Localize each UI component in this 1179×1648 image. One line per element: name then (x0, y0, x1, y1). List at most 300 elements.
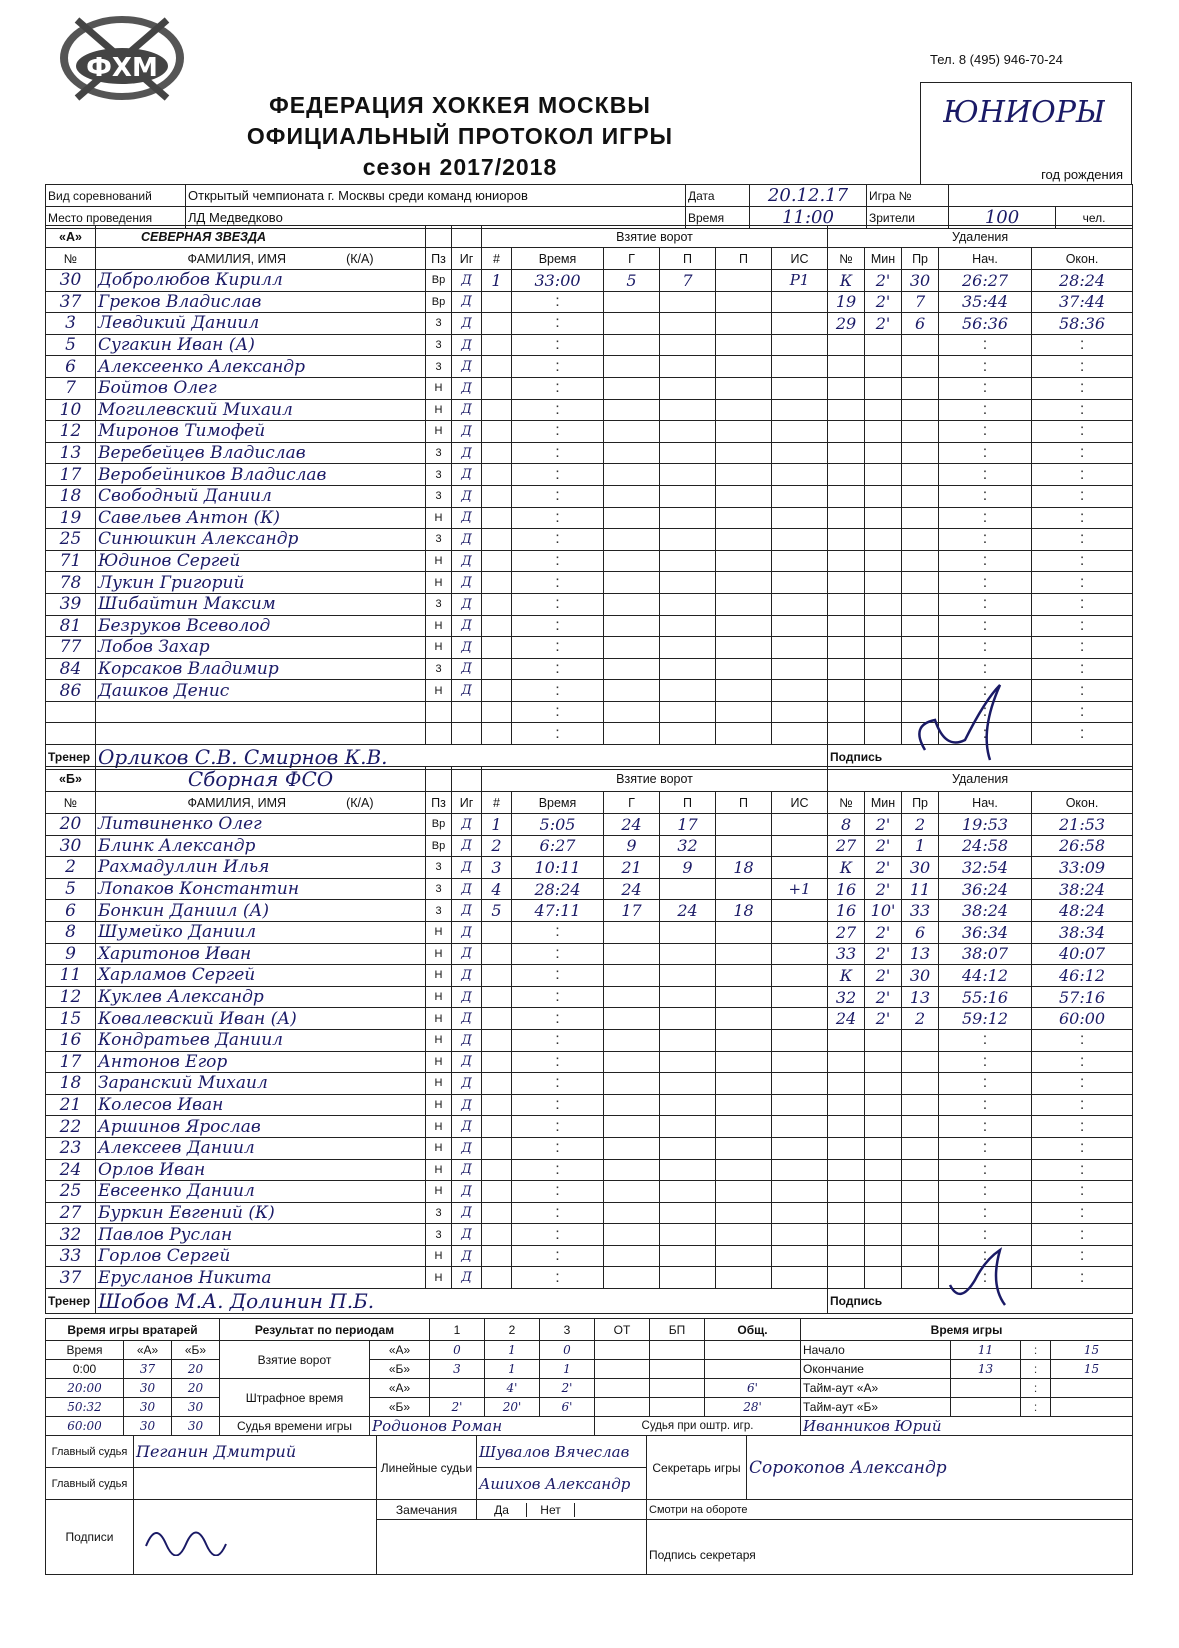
goal-time: : (512, 615, 604, 637)
goal-number: 3 (482, 857, 512, 879)
player-row (46, 986, 1133, 1008)
player-position (426, 701, 452, 723)
goal-time: : (512, 572, 604, 594)
penalty-player (828, 1159, 865, 1181)
player-played: Д (452, 637, 482, 659)
goal-assist1 (660, 291, 716, 313)
player-name: Веребейцев Владислав (96, 442, 426, 464)
goal-scorer: 9 (604, 835, 660, 857)
player-position: 3 (426, 1224, 452, 1246)
player-position: Н (426, 680, 452, 702)
player-name: Миронов Тимофей (96, 421, 426, 443)
penalty-minutes (865, 723, 902, 745)
penalty-reason (902, 1137, 939, 1159)
player-name: Безруков Всеволод (96, 615, 426, 637)
player-number: 2 (46, 857, 96, 879)
svg-text:ФХМ: ФХМ (86, 53, 158, 83)
category-box: ЮНИОРЫ год рождения (920, 82, 1132, 184)
penalty-player (828, 550, 865, 572)
player-row (46, 550, 1133, 572)
player-number: 37 (46, 1267, 96, 1289)
goal-time: : (512, 464, 604, 486)
goal-time: : (512, 485, 604, 507)
player-row (46, 1008, 1133, 1030)
player-row (46, 900, 1133, 922)
goal-situation (772, 835, 828, 857)
goal-assist1 (660, 878, 716, 900)
goal-time: : (512, 943, 604, 965)
goal-assist2 (716, 723, 772, 745)
player-name: Харламов Сергей (96, 965, 426, 987)
goal-number (482, 313, 512, 335)
player-name: Дашков Денис (96, 680, 426, 702)
goal-assist1 (660, 658, 716, 680)
referee-signature (134, 1500, 377, 1575)
player-row (46, 637, 1133, 659)
penalty-end: : (1032, 1051, 1133, 1073)
goal-situation (772, 421, 828, 443)
goal-number (482, 1202, 512, 1224)
penalty-minutes (865, 1202, 902, 1224)
penalty-player (828, 1051, 865, 1073)
player-name: Синюшкин Александр (96, 529, 426, 551)
goal-number (482, 615, 512, 637)
goal-number (482, 921, 512, 943)
goal-assist1 (660, 1051, 716, 1073)
period-results-table: Время игры вратарей Результат по периодам 1 2 3 ОТ БП Общ. Время «А» «Б» Взятие ворот «А» 0 1 0 0:00 37 20 «Б» 3 1 1 20:00 30 20 Штрафное время «А» 4' 2' 6' 50:32 30 30 «Б» 2' 20' 6' 28' 60:00 30 30 Судья времени игры Родионов Роман Судья при оштр. игр. (45, 1318, 801, 1436)
player-number: 10 (46, 399, 96, 421)
penalty-reason: 6 (902, 313, 939, 335)
player-played: Д (452, 921, 482, 943)
goal-scorer (604, 986, 660, 1008)
goal-assist1 (660, 943, 716, 965)
goal-time: : (512, 723, 604, 745)
goal-assist1 (660, 356, 716, 378)
goal-situation (772, 900, 828, 922)
goal-number (482, 637, 512, 659)
goal-scorer (604, 615, 660, 637)
player-name: Левдикий Даниил (96, 313, 426, 335)
penalty-player (828, 442, 865, 464)
player-name: Орлов Иван (96, 1159, 426, 1181)
penalty-end: : (1032, 1181, 1133, 1203)
penalty-start: : (939, 1202, 1032, 1224)
category-value: ЮНИОРЫ (943, 95, 1106, 130)
goal-scorer (604, 1137, 660, 1159)
goal-scorer (604, 921, 660, 943)
player-row (46, 615, 1133, 637)
goal-assist1 (660, 464, 716, 486)
goal-number (482, 1137, 512, 1159)
goal-assist2 (716, 835, 772, 857)
penalty-end: 38:24 (1032, 878, 1133, 900)
goal-time: : (512, 1245, 604, 1267)
goal-assist2 (716, 1008, 772, 1030)
player-name: Шумейко Даниил (96, 921, 426, 943)
penalty-reason (902, 658, 939, 680)
penalty-end: 58:36 (1032, 313, 1133, 335)
goal-time: : (512, 550, 604, 572)
goal-number (482, 485, 512, 507)
penalty-start: : (939, 1051, 1032, 1073)
player-position: Н (426, 1094, 452, 1116)
player-played: Д (452, 464, 482, 486)
player-played: Д (452, 377, 482, 399)
penalty-player (828, 1137, 865, 1159)
player-row (46, 943, 1133, 965)
team-a-name: СЕВЕРНАЯ ЗВЕЗДА (96, 226, 426, 248)
penalty-player (828, 1224, 865, 1246)
penalty-reason: 13 (902, 943, 939, 965)
player-played: Д (452, 485, 482, 507)
player-position: Н (426, 637, 452, 659)
player-position: Н (426, 1073, 452, 1095)
penalty-minutes (865, 1224, 902, 1246)
penalty-reason (902, 529, 939, 551)
player-position: Н (426, 399, 452, 421)
player-name: Лукин Григорий (96, 572, 426, 594)
goal-assist1: 9 (660, 857, 716, 879)
goal-number (482, 1245, 512, 1267)
goal-scorer (604, 442, 660, 464)
penalty-start: : (939, 637, 1032, 659)
goal-time: : (512, 377, 604, 399)
penalty-end: : (1032, 1029, 1133, 1051)
penalty-start: : (939, 1094, 1032, 1116)
player-played: Д (452, 1008, 482, 1030)
penalty-end: : (1032, 550, 1133, 572)
goal-scorer (604, 1245, 660, 1267)
player-position: 3 (426, 658, 452, 680)
player-row (46, 334, 1133, 356)
penalty-player (828, 1029, 865, 1051)
player-number: 5 (46, 878, 96, 900)
goal-assist2 (716, 680, 772, 702)
penalty-player (828, 334, 865, 356)
penalty-reason: 30 (902, 857, 939, 879)
penalty-start: : (939, 1267, 1032, 1289)
penalty-reason (902, 1159, 939, 1181)
penalty-start: 55:16 (939, 986, 1032, 1008)
penalty-player: 32 (828, 986, 865, 1008)
goal-time: : (512, 313, 604, 335)
player-number: 3 (46, 313, 96, 335)
goal-scorer: 17 (604, 900, 660, 922)
penalty-player (828, 637, 865, 659)
player-number: 11 (46, 965, 96, 987)
team-a-signature (905, 680, 1025, 770)
goal-situation (772, 399, 828, 421)
penalty-start: 44:12 (939, 965, 1032, 987)
player-position: Н (426, 377, 452, 399)
player-number: 27 (46, 1202, 96, 1224)
penalty-end: : (1032, 334, 1133, 356)
goal-assist1: 17 (660, 814, 716, 836)
penalty-end: 60:00 (1032, 1008, 1133, 1030)
goal-assist1 (660, 1116, 716, 1138)
goal-situation (772, 507, 828, 529)
player-played: Д (452, 1224, 482, 1246)
goal-scorer: 24 (604, 878, 660, 900)
penalty-end: : (1032, 464, 1133, 486)
goal-number (482, 658, 512, 680)
player-name: Бойтов Олег (96, 377, 426, 399)
goal-scorer: 5 (604, 270, 660, 292)
penalty-minutes (865, 1094, 902, 1116)
goal-situation: +1 (772, 878, 828, 900)
penalty-start: 36:34 (939, 921, 1032, 943)
player-played: Д (452, 421, 482, 443)
player-played: Д (452, 270, 482, 292)
player-number: 17 (46, 464, 96, 486)
penalty-minutes (865, 1267, 902, 1289)
player-position: Н (426, 550, 452, 572)
penalty-reason (902, 1202, 939, 1224)
player-row (46, 658, 1133, 680)
penalty-reason: 6 (902, 921, 939, 943)
player-position: Н (426, 1008, 452, 1030)
player-row (46, 965, 1133, 987)
goal-situation (772, 1267, 828, 1289)
penalty-reason: 30 (902, 270, 939, 292)
goal-scorer (604, 421, 660, 443)
player-played: Д (452, 900, 482, 922)
player-played: Д (452, 1245, 482, 1267)
goal-number: 1 (482, 270, 512, 292)
penalty-end: : (1032, 421, 1133, 443)
penalty-minutes: 2' (865, 943, 902, 965)
goal-assist1 (660, 593, 716, 615)
penalty-minutes (865, 593, 902, 615)
penalty-start: 38:24 (939, 900, 1032, 922)
goal-time: : (512, 1181, 604, 1203)
penalty-minutes (865, 1181, 902, 1203)
goal-time: : (512, 356, 604, 378)
player-name: Свободный Даниил (96, 485, 426, 507)
goal-situation (772, 814, 828, 836)
goal-number (482, 291, 512, 313)
player-name: Лопаков Константин (96, 878, 426, 900)
player-number: 16 (46, 1029, 96, 1051)
player-row (46, 377, 1133, 399)
player-played: Д (452, 334, 482, 356)
goal-time: : (512, 529, 604, 551)
penalty-end: : (1032, 1094, 1133, 1116)
player-played: Д (452, 291, 482, 313)
player-number: 18 (46, 485, 96, 507)
penalty-end: : (1032, 637, 1133, 659)
goal-assist1 (660, 377, 716, 399)
penalty-reason (902, 1267, 939, 1289)
goal-assist2 (716, 701, 772, 723)
penalty-reason (902, 485, 939, 507)
penalty-minutes: 2' (865, 835, 902, 857)
goal-scorer (604, 313, 660, 335)
goal-number (482, 550, 512, 572)
player-row (46, 442, 1133, 464)
penalty-start: 19:53 (939, 814, 1032, 836)
penalty-reason: 33 (902, 900, 939, 922)
goal-number (482, 529, 512, 551)
goal-assist2 (716, 878, 772, 900)
player-name: Сугакин Иван (А) (96, 334, 426, 356)
player-position: Н (426, 943, 452, 965)
goal-time: 10:11 (512, 857, 604, 879)
player-position: Н (426, 965, 452, 987)
player-number: 6 (46, 900, 96, 922)
penalty-minutes (865, 658, 902, 680)
penalty-minutes: 2' (865, 857, 902, 879)
penalty-end: : (1032, 1245, 1133, 1267)
player-position: Вр (426, 814, 452, 836)
goal-assist2 (716, 1159, 772, 1181)
player-name: Алексеев Даниил (96, 1137, 426, 1159)
player-name: Лобов Захар (96, 637, 426, 659)
goal-assist1 (660, 507, 716, 529)
penalty-start: : (939, 421, 1032, 443)
goal-number (482, 334, 512, 356)
penalty-start: : (939, 529, 1032, 551)
penalty-player (828, 485, 865, 507)
goal-situation (772, 485, 828, 507)
goal-number (482, 442, 512, 464)
goal-number: 4 (482, 878, 512, 900)
player-name: Добролюбов Кирилл (96, 270, 426, 292)
penalty-player (828, 1073, 865, 1095)
goal-assist2 (716, 814, 772, 836)
player-number: 32 (46, 1224, 96, 1246)
goal-scorer (604, 701, 660, 723)
goal-scorer (604, 1202, 660, 1224)
goal-time: : (512, 421, 604, 443)
penalty-minutes (865, 1159, 902, 1181)
penalty-reason (902, 442, 939, 464)
goal-number (482, 356, 512, 378)
penalty-minutes (865, 507, 902, 529)
player-name: Веробейников Владислав (96, 464, 426, 486)
penalty-reason: 13 (902, 986, 939, 1008)
player-number: 37 (46, 291, 96, 313)
player-row (46, 921, 1133, 943)
goal-scorer (604, 334, 660, 356)
penalty-reason (902, 1116, 939, 1138)
player-number: 20 (46, 814, 96, 836)
goal-scorer (604, 1267, 660, 1289)
goal-situation (772, 1224, 828, 1246)
goal-situation (772, 986, 828, 1008)
player-row (46, 464, 1133, 486)
penalty-start: : (939, 485, 1032, 507)
penalty-start: : (939, 723, 1032, 745)
penalty-reason (902, 507, 939, 529)
goal-assist1 (660, 529, 716, 551)
player-position: Н (426, 615, 452, 637)
goal-scorer (604, 377, 660, 399)
player-name: Ерусланов Никита (96, 1267, 426, 1289)
goal-scorer (604, 1116, 660, 1138)
penalty-start: : (939, 464, 1032, 486)
goal-scorer (604, 1181, 660, 1203)
penalty-minutes (865, 550, 902, 572)
goal-number (482, 421, 512, 443)
goal-assist2 (716, 550, 772, 572)
penalty-end: 28:24 (1032, 270, 1133, 292)
goal-assist1 (660, 1159, 716, 1181)
goal-time: 5:05 (512, 814, 604, 836)
goal-assist1 (660, 1245, 716, 1267)
goal-scorer (604, 291, 660, 313)
goal-situation (772, 1094, 828, 1116)
penalty-start: 38:07 (939, 943, 1032, 965)
penalty-start: 26:27 (939, 270, 1032, 292)
penalty-reason (902, 615, 939, 637)
penalty-minutes (865, 1245, 902, 1267)
penalty-minutes (865, 1073, 902, 1095)
penalty-reason: 2 (902, 814, 939, 836)
penalty-reason: 11 (902, 878, 939, 900)
penalty-end: : (1032, 1137, 1133, 1159)
goal-assist2 (716, 313, 772, 335)
player-name: Литвиненко Олег (96, 814, 426, 836)
penalty-minutes: 2' (865, 291, 902, 313)
goal-time: 33:00 (512, 270, 604, 292)
penalty-reason (902, 593, 939, 615)
goal-situation (772, 464, 828, 486)
goal-situation (772, 701, 828, 723)
goal-situation (772, 377, 828, 399)
penalty-player (828, 377, 865, 399)
goal-situation (772, 723, 828, 745)
penalty-minutes (865, 421, 902, 443)
player-played: Д (452, 442, 482, 464)
goal-assist2 (716, 637, 772, 659)
goal-assist2: 18 (716, 857, 772, 879)
penalty-minutes: 2' (865, 313, 902, 335)
goal-number: 1 (482, 814, 512, 836)
goal-number (482, 1094, 512, 1116)
goal-assist1 (660, 637, 716, 659)
player-position: 3 (426, 464, 452, 486)
penalty-start: : (939, 1245, 1032, 1267)
player-position: Н (426, 1267, 452, 1289)
penalty-minutes (865, 572, 902, 594)
goal-number (482, 377, 512, 399)
goal-number: 2 (482, 835, 512, 857)
goal-scorer (604, 399, 660, 421)
goal-number (482, 943, 512, 965)
player-row (46, 1159, 1133, 1181)
penalty-start: : (939, 1029, 1032, 1051)
phone-number: Тел. 8 (495) 946-70-24 (930, 52, 1063, 67)
player-row (46, 313, 1133, 335)
player-played (452, 701, 482, 723)
penalty-player (828, 1202, 865, 1224)
penalty-reason: 30 (902, 965, 939, 987)
goal-time: : (512, 1137, 604, 1159)
goal-number (482, 1224, 512, 1246)
penalty-player: 27 (828, 921, 865, 943)
player-name: Ковалевский Иван (А) (96, 1008, 426, 1030)
goal-assist1 (660, 334, 716, 356)
penalty-end: : (1032, 485, 1133, 507)
goal-assist2 (716, 1224, 772, 1246)
player-row (46, 835, 1133, 857)
player-name: Бонкин Даниил (А) (96, 900, 426, 922)
penalty-reason (902, 572, 939, 594)
penalty-start: : (939, 680, 1032, 702)
player-played: Д (452, 1116, 482, 1138)
goal-assist2 (716, 615, 772, 637)
